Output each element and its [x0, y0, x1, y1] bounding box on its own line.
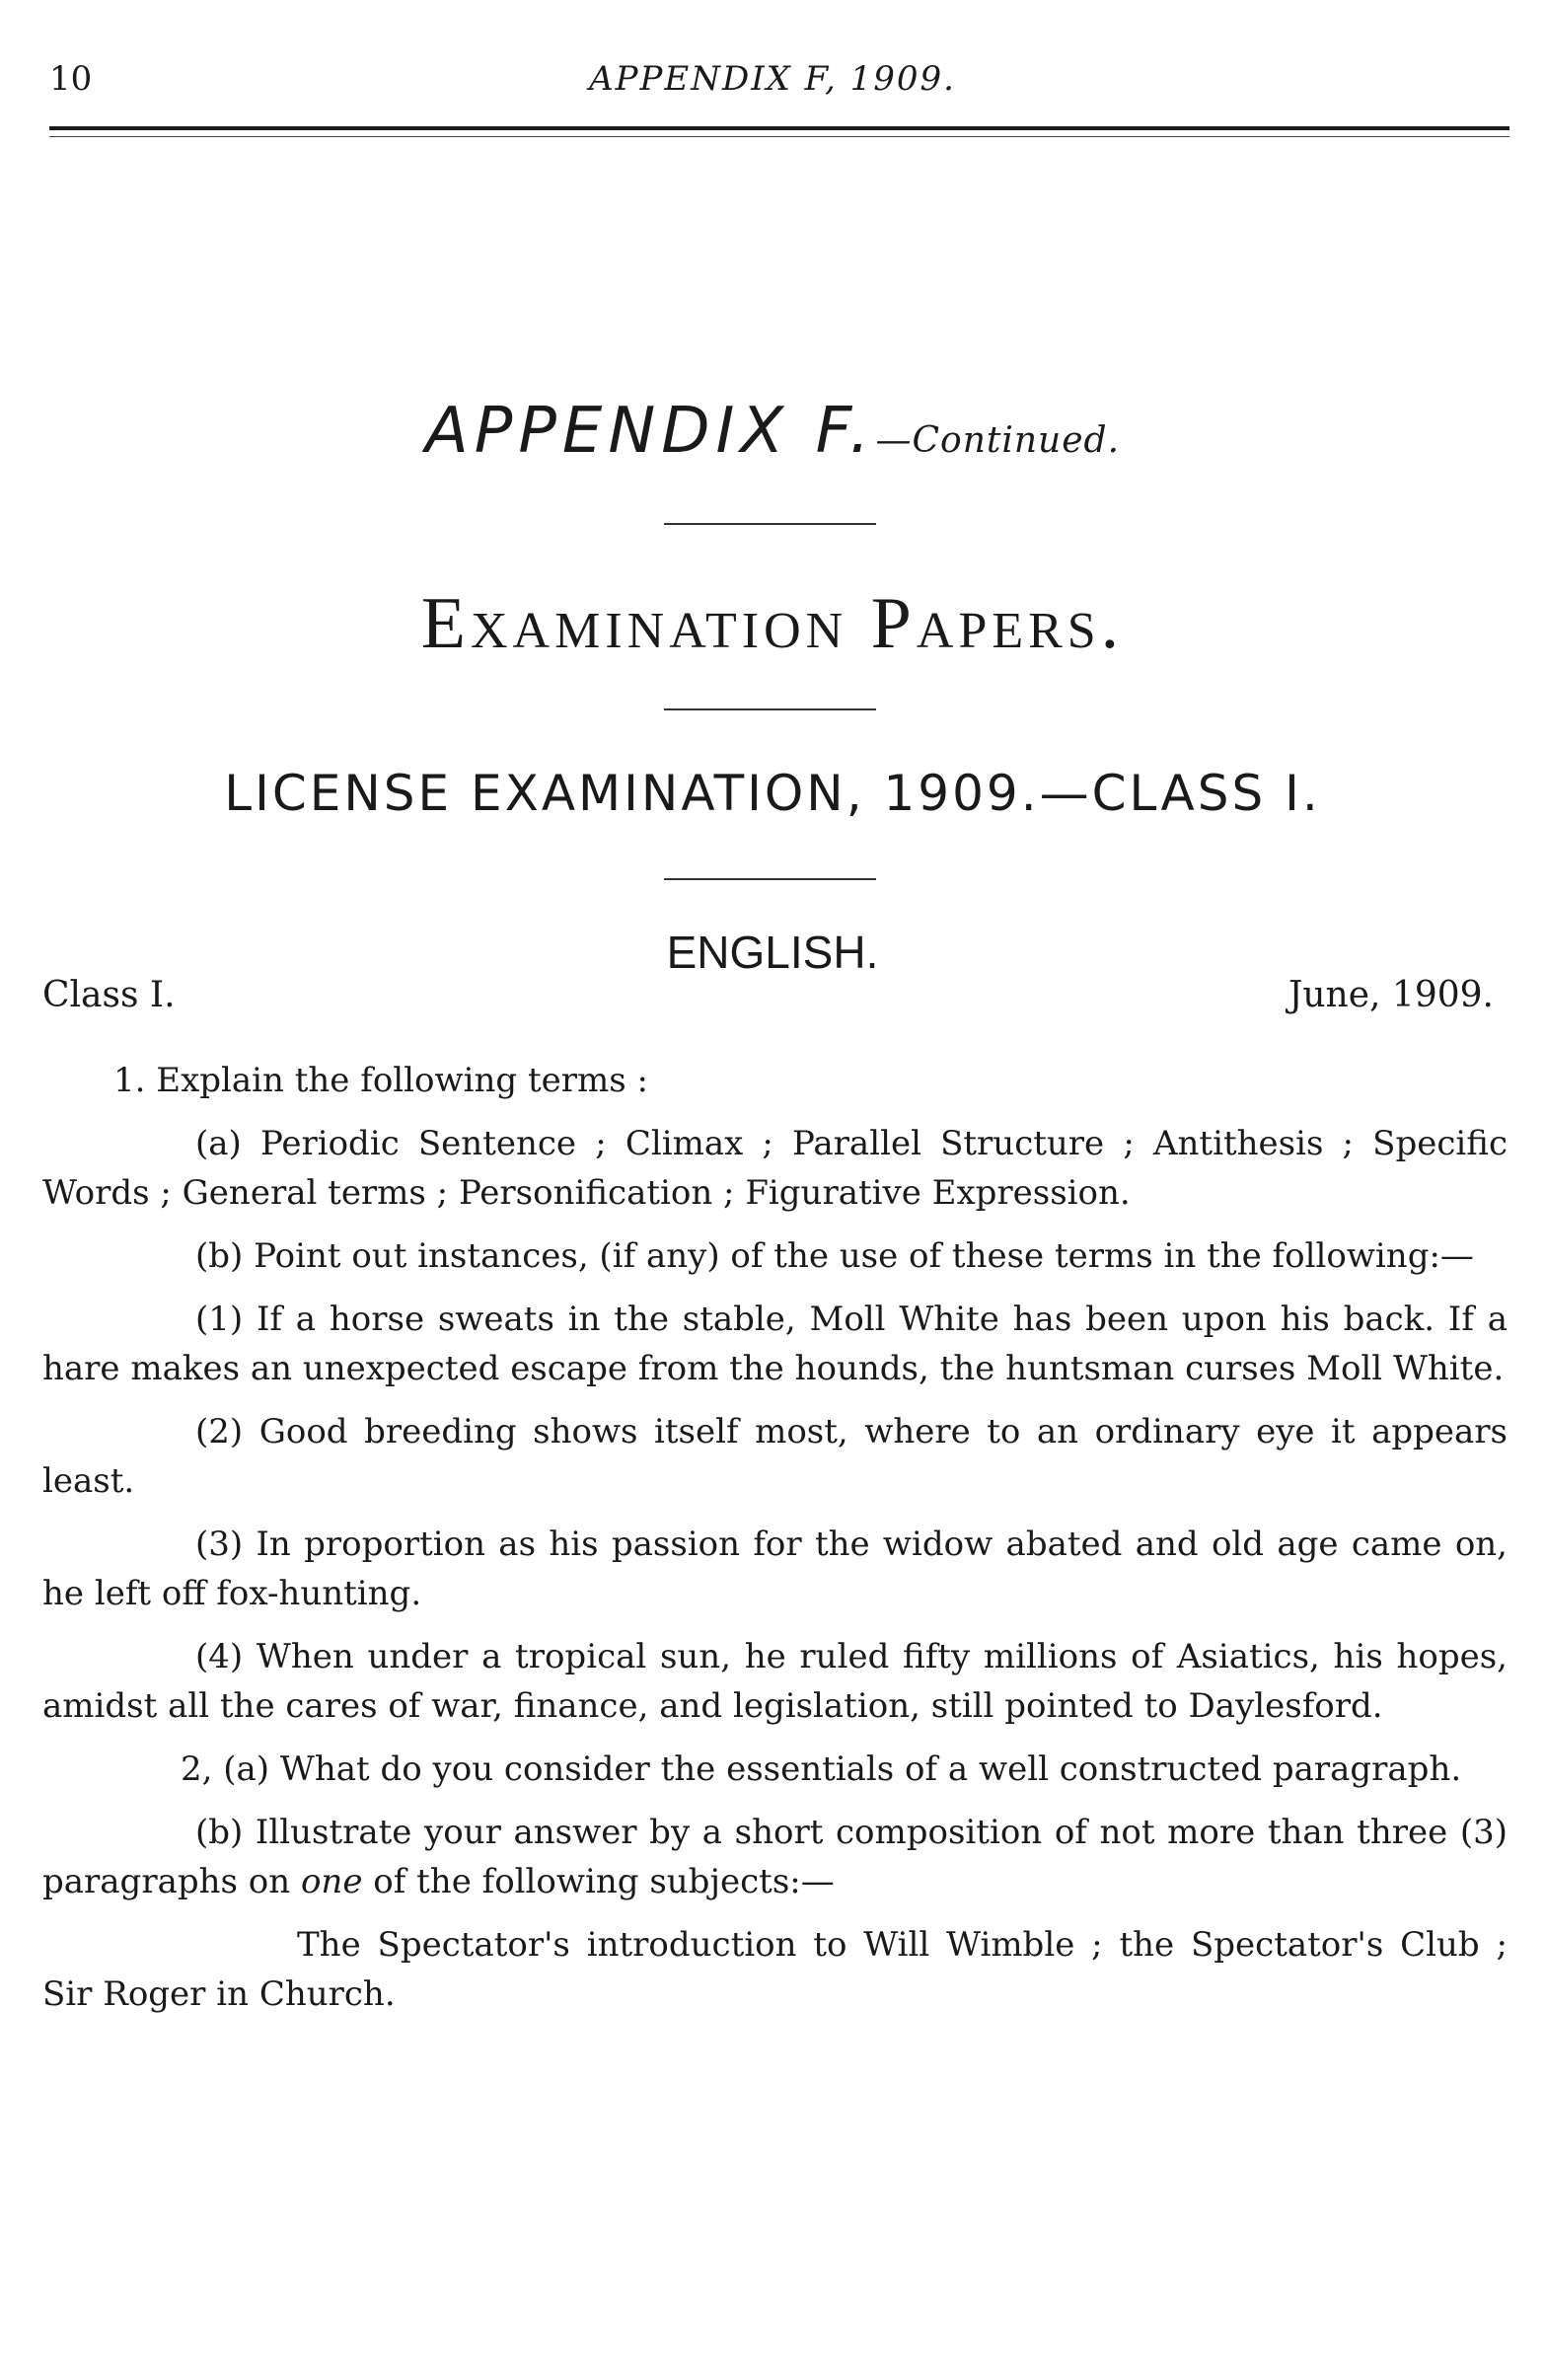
question-2b — [42, 1808, 1508, 1906]
divider-rule — [664, 878, 876, 880]
page-number: 10 — [49, 59, 93, 99]
date-label: June, 1909. — [1288, 975, 1494, 1015]
part-text: Point out instances, (if any) of the use of these terms in the following:— — [254, 1236, 1474, 1276]
example-text: Good breeding shows itself most, where to an ordinary eye it appears least. — [42, 1412, 1508, 1501]
exam-subtitle: LICENSE EXAMINATION, 1909.—CLASS I. — [224, 765, 1321, 822]
example-text: In proportion as his passion for the widow abated and old age came on, he left off fox-hunting. — [42, 1525, 1508, 1613]
question-number: 1. — [113, 1061, 146, 1100]
divider-rule — [664, 523, 876, 525]
continued-label: —Continued. — [875, 420, 1121, 461]
appendix-heading — [0, 395, 1545, 468]
divider-rule — [664, 708, 876, 710]
question-text: Explain the following terms : — [156, 1061, 648, 1100]
appendix-label: APPENDIX F. — [424, 395, 876, 468]
example-label: (3) — [195, 1525, 244, 1564]
example-text: When under a tropical sun, he ruled fifty millions of Asiatics, his hopes, amidst all the cares of war, finance, and legislation, still pointed to Daylesford. — [42, 1637, 1508, 1726]
question-1 — [42, 1056, 1508, 1105]
part-text: What do you consider the essentials of a well constructed paragraph. — [279, 1749, 1462, 1789]
example-label: (1) — [195, 1300, 244, 1339]
example-3 — [42, 1520, 1508, 1618]
running-title: APPENDIX F, 1909. — [589, 59, 956, 99]
part-label: (a) — [223, 1749, 270, 1789]
question-1b — [42, 1231, 1508, 1281]
question-1a — [42, 1119, 1508, 1218]
class-label: Class I. — [42, 975, 176, 1015]
header-rule-thin — [49, 136, 1509, 137]
question-body — [42, 1056, 1508, 2033]
part-text: Illustrate your answer by a short composition of not more than three (3) paragraphs on — [42, 1813, 1508, 1901]
example-label: (2) — [195, 1412, 244, 1451]
example-text: If a horse sweats in the stable, Moll White has been upon his back. If a hare makes an unexpected escape from the hounds, the huntsman curses Moll White. — [42, 1300, 1508, 1388]
example-2 — [42, 1407, 1508, 1506]
header-rule — [49, 126, 1509, 130]
example-1 — [42, 1295, 1508, 1393]
part-text-emphasis: one — [300, 1862, 363, 1901]
example-4 — [42, 1632, 1508, 1731]
part-label: (b) — [195, 1813, 244, 1852]
example-label: (4) — [195, 1637, 244, 1676]
subjects-list: The Spectator's introduction to Will Wimble ; the Spectator's Club ; Sir Roger in Church. — [42, 1925, 1508, 2014]
document-title: Examination Papers. — [420, 583, 1125, 664]
part-text: of the following subjects:— — [373, 1862, 835, 1901]
subject-heading: ENGLISH. — [666, 927, 879, 978]
part-label: (b) — [195, 1236, 244, 1276]
question-2a — [42, 1745, 1508, 1794]
part-text: Periodic Sentence ; Climax ; Parallel Structure ; Antithesis ; Specific Words ; General terms ; Personification ; Figurative Expression. — [42, 1124, 1508, 1213]
running-head — [39, 59, 1506, 109]
question-number: 2, — [181, 1749, 213, 1789]
part-label: (a) — [195, 1124, 242, 1163]
